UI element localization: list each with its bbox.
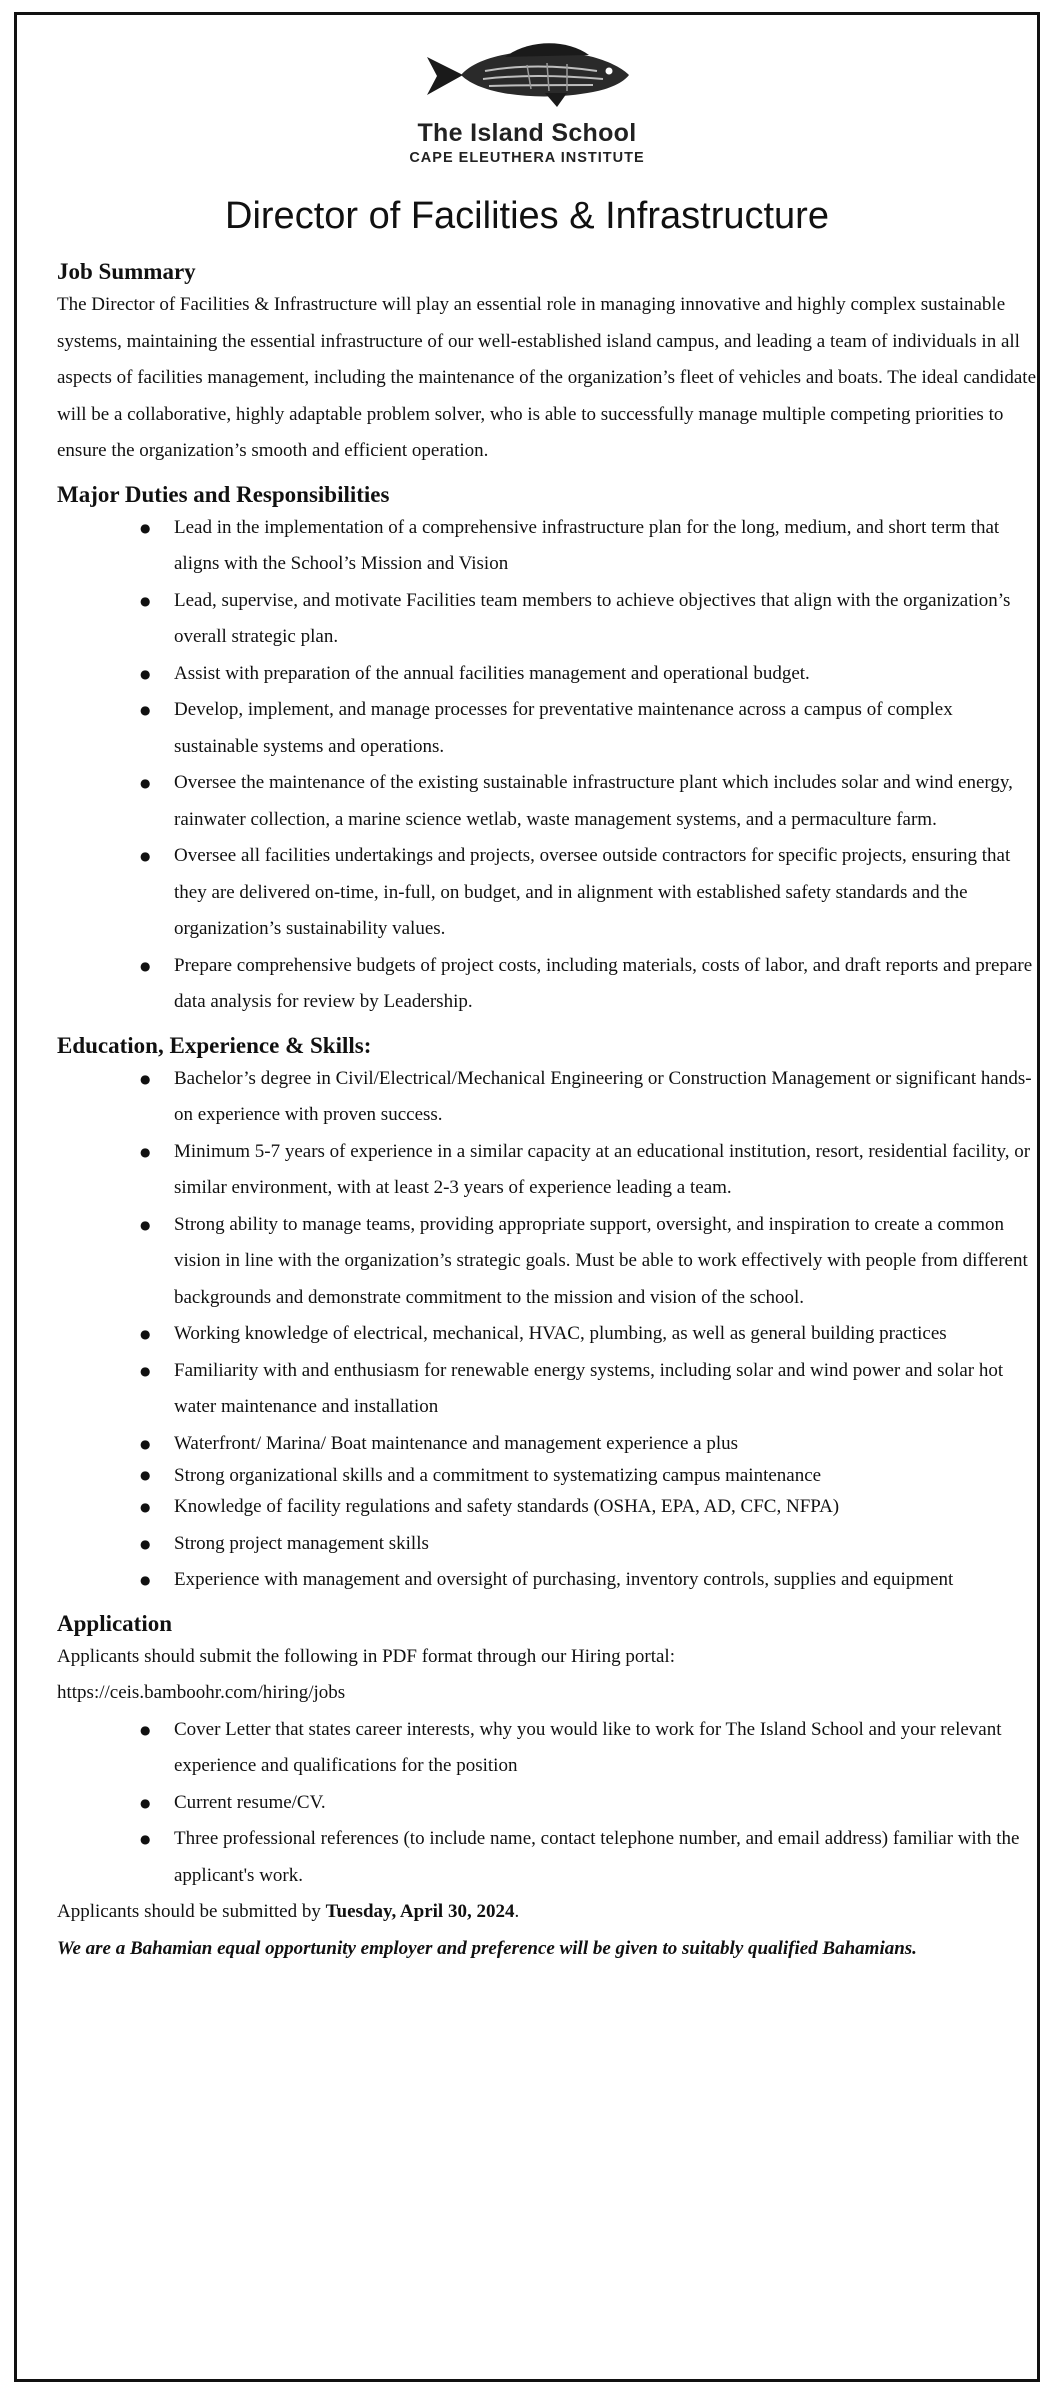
duties-heading: Major Duties and Responsibilities [57,481,390,507]
list-item: ● Strong project management skills [57,1526,1037,1563]
logo [17,35,1037,166]
list-item: ● Experience with management and oversight of purchasing, inventory controls, supplies and equipment [57,1562,1037,1599]
list-item: ● Oversee the maintenance of the existing sustainable infrastructure plant which includes solar and wind energy, rainwater collection, a marine science wetlab, waste management systems, and a permaculture farm. [57,765,1037,838]
list-item: ● Prepare comprehensive budgets of project costs, including materials, costs of labor, and draft reports and prepare data analysis for review by Leadership. [57,948,1037,1021]
document-body [57,257,1037,1967]
application-section [57,1609,1037,1968]
list-item: ● Oversee all facilities undertakings and projects, oversee outside contractors for specific projects, ensuring that they are delivered on-time, in-full, on budget, and in alignment with established safety standards and the organization’s sustainability values. [57,838,1037,948]
list-item: ● Current resume/CV. [57,1785,1037,1822]
list-item: ● Knowledge of facility regulations and safety standards (OSHA, EPA, AD, CFC, NFPA) [57,1489,1037,1526]
skills-list [57,1061,1037,1599]
job-summary-section [57,257,1037,470]
deadline-date: Tuesday, April 30, 2024 [325,1901,515,1922]
eeo-statement: We are a Bahamian equal opportunity employer and preference will be given to suitably qualified Bahamians. [57,1937,917,1959]
duties-list [57,510,1037,1021]
deadline-prefix: Applicants should be submitted by [57,1901,326,1922]
list-item: ● Develop, implement, and manage processes for preventative maintenance across a campus of complex sustainable systems and operations. [57,692,1037,765]
fish-logo-icon [397,35,657,117]
deadline-suffix: . [514,1901,520,1922]
list-item: ● Strong ability to manage teams, providing appropriate support, oversight, and inspiration to create a common vision in line with the organization’s strategic goals. Must be able to work effectively with people from different backgrounds and demonstrate commitment to the mission and vision of the school. [57,1207,1037,1317]
job-summary-text: The Director of Facilities & Infrastructure will play an essential role in managing innovative and highly complex sustainable systems, maintaining the essential infrastructure of our well-established island campus, and leading a team of individuals in all aspects of facilities management, including the maintenance of the organization’s fleet of vehicles and boats. The ideal candidate will be a collaborative, highly adaptable problem solver, who is able to successfully manage multiple competing priorities to ensure the organization’s smooth and efficient operation. [57,294,1037,461]
list-item: ● Waterfront/ Marina/ Boat maintenance and management experience a plus [57,1426,1037,1463]
list-item: ● Lead in the implementation of a comprehensive infrastructure plan for the long, medium, and short term that aligns with the School’s Mission and Vision [57,510,1037,583]
list-item: ● Strong organizational skills and a commitment to systematizing campus maintenance [57,1462,1037,1489]
job-summary-heading: Job Summary [57,259,196,284]
list-item: ● Lead, supervise, and motivate Facilities team members to achieve objectives that align with the organization’s overall strategic plan. [57,583,1037,656]
list-item: ● Three professional references (to include name, contact telephone number, and email address) familiar with the applicant's work. [57,1821,1037,1894]
list-item: ● Assist with preparation of the annual facilities management and operational budget. [57,656,1037,693]
org-name: The Island School [417,119,637,147]
list-item: ● Working knowledge of electrical, mechanical, HVAC, plumbing, as well as general building practices [57,1316,1037,1353]
skills-heading: Education, Experience & Skills: [57,1032,372,1058]
list-item: ● Bachelor’s degree in Civil/Electrical/Mechanical Engineering or Construction Management or significant hands-on experience with proven success. [57,1061,1037,1134]
document-frame [14,12,1040,2382]
application-intro: Applicants should submit the following in PDF format through our Hiring portal: [57,1645,675,1667]
org-subtitle: CAPE ELEUTHERA INSTITUTE [409,150,645,166]
application-heading: Application [57,1610,173,1636]
list-item: ● Familiarity with and enthusiasm for renewable energy systems, including solar and wind power and solar hot water maintenance and installation [57,1353,1037,1426]
list-item: ● Minimum 5-7 years of experience in a similar capacity at an educational institution, resort, residential facility, or similar environment, with at least 2-3 years of experience leading a team. [57,1134,1037,1207]
skills-section [57,1031,1037,1599]
list-item: ● Cover Letter that states career interests, why you would like to work for The Island School and your relevant experience and qualifications for the position [57,1712,1037,1785]
duties-section [57,480,1037,1021]
hiring-portal-link[interactable]: https://ceis.bamboohr.com/hiring/jobs [57,1682,346,1703]
page-title: Director of Facilities & Infrastructure [225,195,829,237]
application-list [57,1712,1037,1895]
deadline-line [57,1894,1037,1931]
